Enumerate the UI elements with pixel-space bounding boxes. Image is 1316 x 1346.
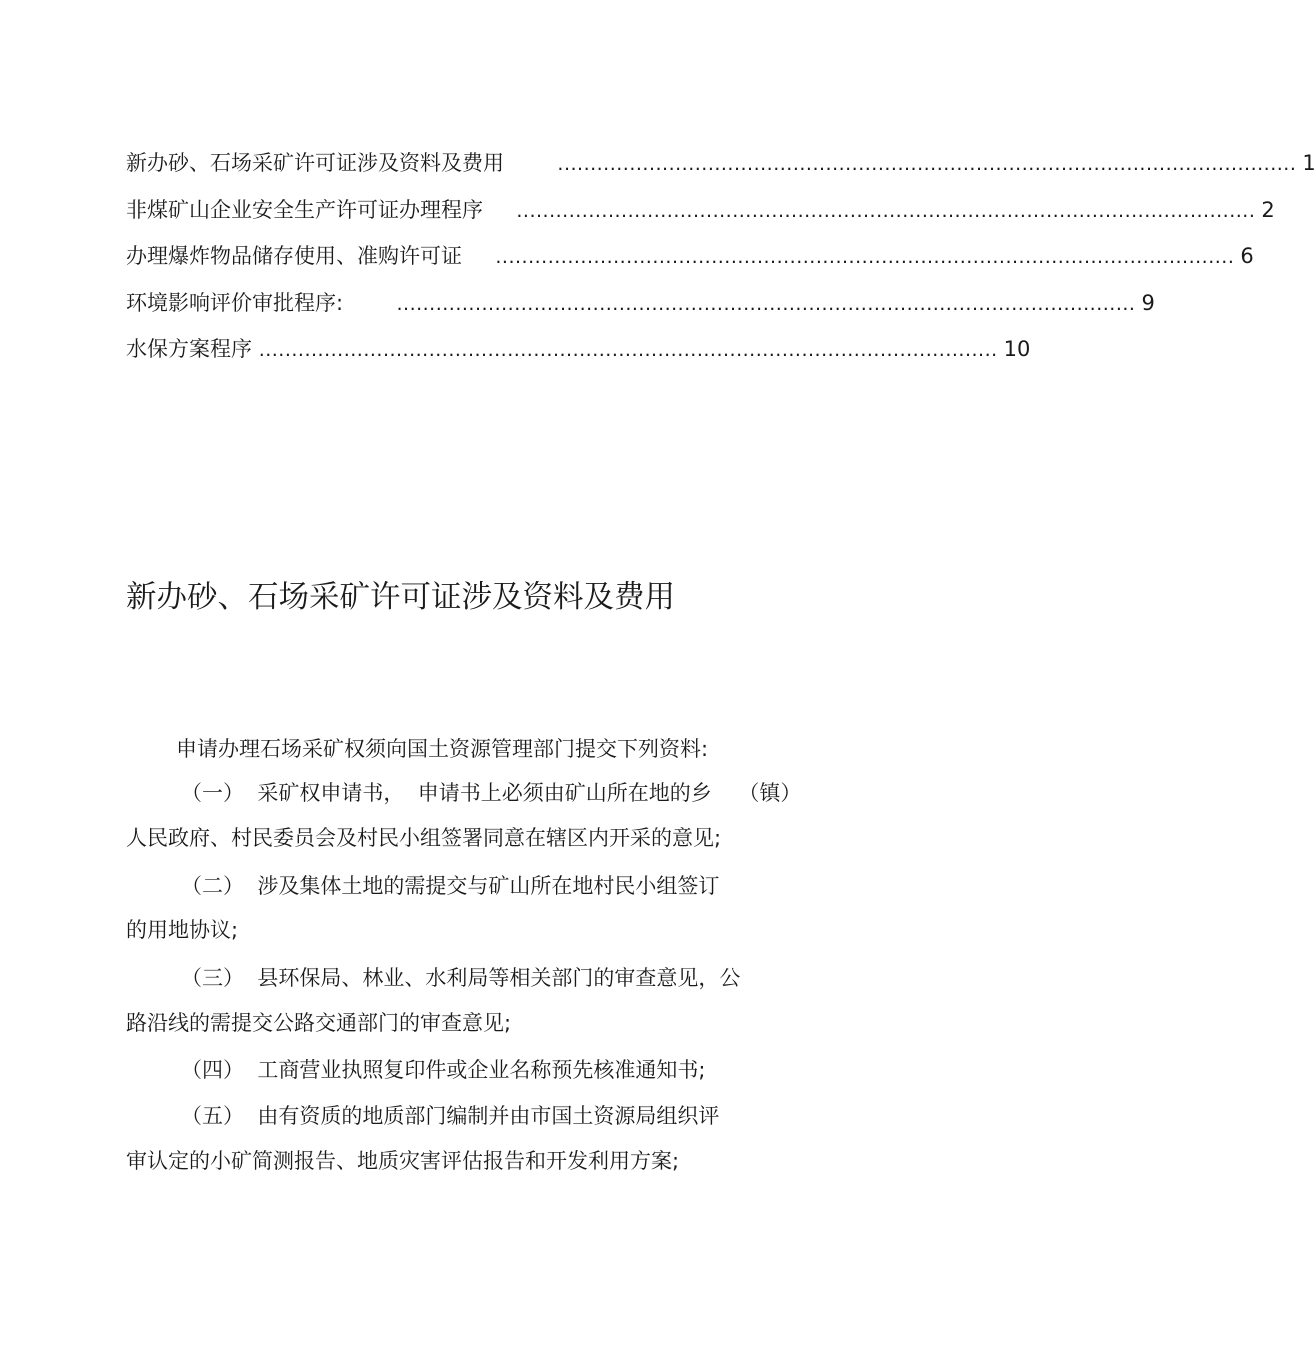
toc-gap <box>462 241 495 271</box>
toc-gap <box>504 148 557 178</box>
body-intro: 申请办理石场采矿权须向国土资源管理部门提交下列资料: <box>176 737 709 761</box>
body-line: （一） 采矿权申请书， 申请书上必须由矿山所在地的乡 （镇） <box>181 781 802 805</box>
section-title: 新办砂、石场采矿许可证涉及资料及费用 <box>126 580 675 615</box>
toc-leader-dots: ................................................................................................................. <box>258 339 998 361</box>
toc-entry-page: 10 <box>1003 337 1031 361</box>
toc-gap <box>252 334 259 364</box>
toc-entry-page: 9 <box>1141 290 1155 315</box>
toc-leader-dots: ................................................................................................................. <box>495 246 1235 268</box>
toc-leader-dots: ................................................................................................................. <box>396 292 1136 315</box>
toc-entry-title: 环境影响评价审批程序: <box>126 290 344 315</box>
toc-entry-title: 非煤矿山企业安全生产许可证办理程序 <box>126 197 483 222</box>
body-line: 人民政府、村民委员会及村民小组签署同意在辖区内开采的意见; <box>126 826 722 850</box>
toc-entry[interactable] <box>126 334 1031 381</box>
toc-entry-page: 1 <box>1302 151 1316 175</box>
body-line: （三） 县环保局、林业、水利局等相关部门的审查意见，公 <box>181 966 741 990</box>
body-line: 的用地协议; <box>126 918 239 942</box>
toc-entry[interactable] <box>126 148 1316 195</box>
body-line: 审认定的小矿简测报告、地质灾害评估报告和开发利用方案; <box>126 1149 680 1173</box>
toc-entry[interactable] <box>126 241 1254 288</box>
body-line: （二） 涉及集体土地的需提交与矿山所在地村民小组签订 <box>181 874 720 898</box>
body-line: （四） 工商营业执照复印件或企业名称预先核准通知书; <box>181 1058 706 1082</box>
body-line: （五） 由有资质的地质部门编制并由市国土资源局组织评 <box>181 1104 720 1128</box>
toc-entry-title: 水保方案程序 <box>126 337 252 361</box>
body-line: 路沿线的需提交公路交通部门的审查意见; <box>126 1011 512 1035</box>
toc-entry-title: 办理爆炸物品储存使用、准购许可证 <box>126 244 462 268</box>
toc-entry-page: 2 <box>1261 197 1275 222</box>
toc-gap <box>483 195 516 225</box>
table-of-contents <box>126 148 1316 381</box>
toc-gap <box>343 288 396 318</box>
toc-entry[interactable] <box>126 195 1275 242</box>
toc-leader-dots: ................................................................................................................. <box>516 199 1256 222</box>
toc-entry-page: 6 <box>1240 244 1254 268</box>
toc-entry[interactable] <box>126 288 1155 335</box>
toc-leader-dots: ................................................................................................................. <box>557 153 1297 175</box>
toc-entry-title: 新办砂、石场采矿许可证涉及资料及费用 <box>126 151 504 175</box>
